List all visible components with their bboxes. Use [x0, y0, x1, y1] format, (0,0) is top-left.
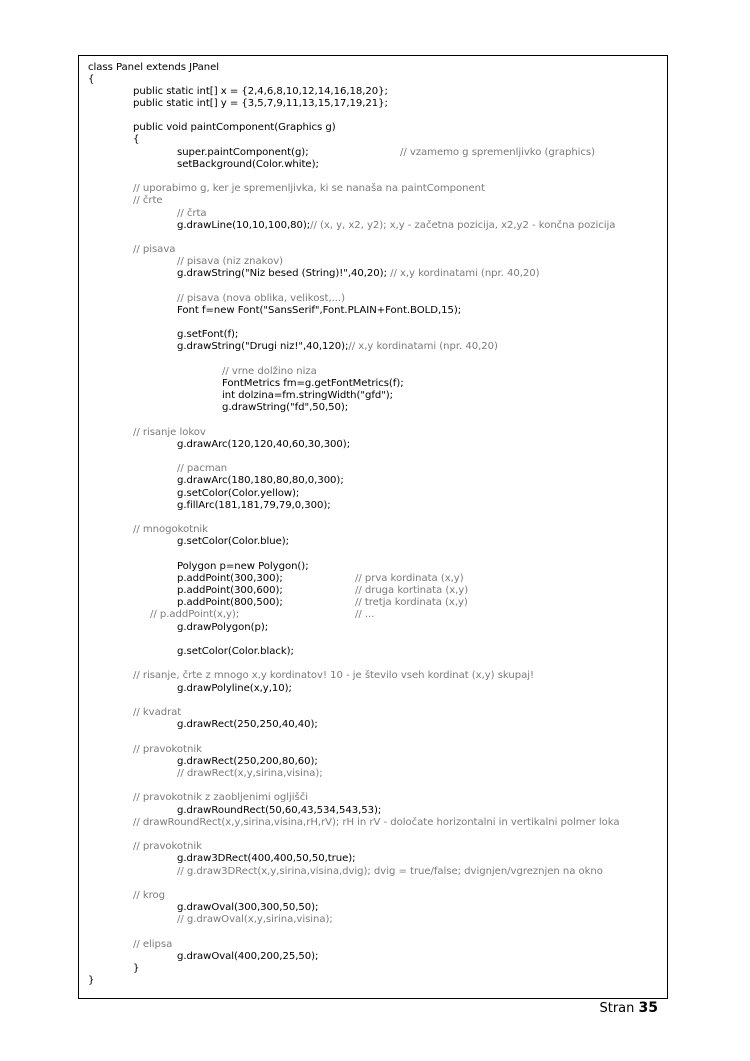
code-line: { — [133, 134, 140, 145]
code-line: setBackground(Color.white); — [177, 159, 319, 170]
code-comment: // črte — [133, 195, 163, 206]
code-comment: // ... — [355, 609, 375, 620]
code-line: p.addPoint(800,500); — [177, 597, 283, 608]
code-line: p.addPoint(300,600); — [177, 585, 283, 596]
code-comment: // elipsa — [133, 939, 173, 950]
code-line: g.drawRect(250,250,40,40); — [177, 719, 318, 730]
code-comment: // druga kortinata (x,y) — [355, 585, 469, 596]
code-text: g.drawString("Drugi niz!",40,120); — [177, 341, 349, 352]
code-comment: // p.addPoint(x,y); — [150, 609, 240, 620]
code-line: g.setColor(Color.black); — [177, 646, 294, 657]
code-comment: // pisava (nova oblika, velikost,...) — [177, 293, 345, 304]
code-comment: // g.draw3DRect(x,y,sirina,visina,dvig); dvig = true/false; dvignjen/vgreznjen na okno — [177, 866, 603, 877]
code-comment: // črta — [177, 208, 207, 219]
code-line: g.drawRoundRect(50,60,43,534,543,53); — [177, 805, 382, 816]
code-comment: // vrne dolžino niza — [222, 366, 317, 377]
code-line: int dolzina=fm.stringWidth("gfd"); — [222, 390, 394, 401]
code-line: Font f=new Font("SansSerif",Font.PLAIN+Font.BOLD,15); — [177, 305, 462, 316]
code-comment: // pacman — [177, 463, 228, 474]
code-comment: // x,y kordinatami (npr. 40,20) — [390, 268, 540, 279]
code-comment: // mnogokotnik — [133, 524, 208, 535]
code-line: Polygon p=new Polygon(); — [177, 561, 309, 572]
code-line: g.drawArc(120,120,40,60,30,300); — [177, 439, 351, 450]
code-line: } — [88, 975, 95, 986]
code-line — [177, 220, 615, 232]
code-comment: // risanje, črte z mnogo x,y kordinatov! 10 - je število vseh kordinat (x,y) skupaj! — [133, 670, 535, 681]
code-line: } — [133, 963, 140, 974]
code-line: g.setColor(Color.blue); — [177, 536, 289, 547]
code-comment: // kvadrat — [133, 707, 182, 718]
code-line: class Panel extends JPanel — [88, 62, 220, 73]
code-comment: // krog — [133, 890, 166, 901]
code-comment: // g.drawOval(x,y,sirina,visina); — [177, 914, 333, 925]
code-line: public static int[] x = {2,4,6,8,10,12,14,16,18,20}; — [133, 86, 388, 97]
code-comment: // pravokotnik — [133, 841, 202, 852]
code-line: public static int[] y = {3,5,7,9,11,13,15,17,19,21}; — [133, 98, 388, 109]
code-comment: // (x, y, x2, y2); x,y - začetna pozicija, x2,y2 - končna pozicija — [310, 220, 616, 231]
page-label: Stran — [599, 1001, 635, 1016]
code-listing — [78, 55, 668, 999]
code-comment: // tretja kordinata (x,y) — [355, 597, 468, 608]
code-line: p.addPoint(300,300); — [177, 573, 283, 584]
code-line — [177, 341, 498, 353]
code-line: public void paintComponent(Graphics g) — [133, 122, 336, 133]
code-comment: // uporabimo g, ker je spremenljivka, ki se nanaša na paintComponent — [133, 183, 485, 194]
code-line: g.drawOval(400,200,25,50); — [177, 951, 319, 962]
code-line: g.drawString("fd",50,50); — [222, 402, 349, 413]
page-number: 35 — [638, 1000, 658, 1016]
code-line: super.paintComponent(g); — [177, 147, 309, 158]
code-text: g.drawLine(10,10,100,80); — [177, 220, 311, 231]
code-line: g.drawRect(250,200,80,60); — [177, 756, 318, 767]
code-comment: // pravokotnik z zaobljenimi ogljišči — [133, 792, 308, 803]
code-line: g.drawPolyline(x,y,10); — [177, 683, 292, 694]
code-line — [177, 268, 540, 280]
code-comment: // pravokotnik — [133, 744, 202, 755]
code-comment: // prva kordinata (x,y) — [355, 573, 464, 584]
code-line: g.setFont(f); — [177, 329, 239, 340]
code-comment: // pisava — [133, 244, 176, 255]
code-line: FontMetrics fm=g.getFontMetrics(f); — [222, 378, 404, 389]
code-line: g.fillArc(181,181,79,79,0,300); — [177, 500, 331, 511]
code-line: g.drawPolygon(p); — [177, 622, 269, 633]
code-text: g.drawString("Niz besed (String)!",40,20); — [177, 268, 387, 279]
code-line: g.draw3DRect(400,400,50,50,true); — [177, 853, 356, 864]
code-comment: // drawRoundRect(x,y,sirina,visina,rH,rV); rH in rV - določate horizontalni in vertikalni polmer loka — [133, 817, 620, 828]
code-comment: // risanje lokov — [133, 427, 206, 438]
page-footer — [599, 1000, 658, 1016]
code-line: g.drawOval(300,300,50,50); — [177, 902, 319, 913]
code-comment: // vzamemo g spremenljivko (graphics) — [400, 147, 596, 158]
code-line: g.drawArc(180,180,80,80,0,300); — [177, 475, 344, 486]
code-line: { — [88, 74, 95, 85]
code-line: g.setColor(Color.yellow); — [177, 488, 300, 499]
code-comment: // drawRect(x,y,sirina,visina); — [177, 768, 323, 779]
code-comment: // x,y kordinatami (npr. 40,20) — [348, 341, 498, 352]
code-comment: // pisava (niz znakov) — [177, 256, 284, 267]
